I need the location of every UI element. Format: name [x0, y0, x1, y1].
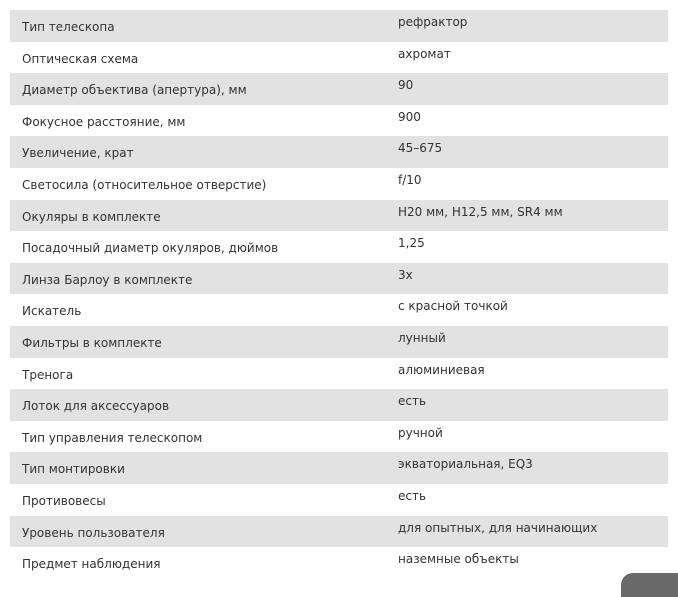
spec-value: 45–675 — [398, 141, 443, 156]
spec-value: 900 — [398, 109, 421, 124]
spec-row — [10, 168, 668, 200]
spec-value: 1,25 — [398, 236, 425, 251]
spec-value: 3x — [398, 267, 413, 282]
spec-row — [10, 105, 668, 137]
spec-value: 90 — [398, 78, 414, 93]
spec-name: Предмет наблюдения — [22, 557, 161, 572]
spec-row — [10, 10, 668, 42]
spec-name: Тип управления телескопом — [22, 430, 203, 445]
spec-name: Искатель — [22, 304, 82, 319]
spec-name: Оптическая схема — [22, 51, 139, 66]
spec-value: с красной точкой — [398, 299, 508, 314]
spec-name: Тренога — [22, 367, 74, 382]
specifications-table — [10, 10, 668, 579]
spec-value: есть — [398, 488, 427, 503]
spec-row — [10, 73, 668, 105]
spec-row — [10, 516, 668, 548]
spec-name: Посадочный диаметр окуляров, дюймов — [22, 241, 279, 256]
spec-name: Увеличение, крат — [22, 146, 134, 161]
spec-row — [10, 200, 668, 232]
spec-name: Диаметр объектива (апертура), мм — [22, 83, 247, 98]
spec-name: Фильтры в комплекте — [22, 335, 162, 350]
spec-row — [10, 231, 668, 263]
spec-value: лунный — [398, 330, 446, 345]
spec-value: есть — [398, 394, 427, 409]
spec-name: Тип монтировки — [22, 462, 125, 477]
spec-name: Фокусное расстояние, мм — [22, 114, 186, 129]
spec-row — [10, 294, 668, 326]
spec-name: Лоток для аксессуаров — [22, 399, 170, 414]
spec-row — [10, 263, 668, 295]
spec-row — [10, 421, 668, 453]
spec-value: алюминиевая — [398, 362, 485, 377]
spec-value: экваториальная, EQ3 — [398, 457, 533, 472]
spec-row — [10, 358, 668, 390]
spec-row — [10, 326, 668, 358]
spec-value: наземные объекты — [398, 552, 519, 567]
spec-name: Линза Барлоу в комплекте — [22, 272, 193, 287]
spec-row — [10, 547, 668, 579]
spec-row — [10, 389, 668, 421]
spec-value: ручной — [398, 425, 443, 440]
spec-value: рефрактор — [398, 15, 468, 29]
spec-name: Противовесы — [22, 493, 106, 508]
spec-name: Окуляры в комплекте — [22, 209, 161, 224]
scroll-to-top-button[interactable] — [621, 573, 678, 597]
spec-name: Светосила (относительное отверстие) — [22, 177, 267, 192]
spec-name: Тип телескопа — [22, 20, 115, 34]
spec-row — [10, 42, 668, 74]
spec-value: ахромат — [398, 46, 451, 61]
spec-name: Уровень пользователя — [22, 525, 165, 540]
spec-row — [10, 484, 668, 516]
spec-value: H20 мм, H12,5 мм, SR4 мм — [398, 204, 563, 219]
spec-value: для опытных, для начинающих — [398, 520, 598, 535]
spec-row — [10, 452, 668, 484]
spec-row — [10, 136, 668, 168]
spec-value: f/10 — [398, 172, 422, 187]
